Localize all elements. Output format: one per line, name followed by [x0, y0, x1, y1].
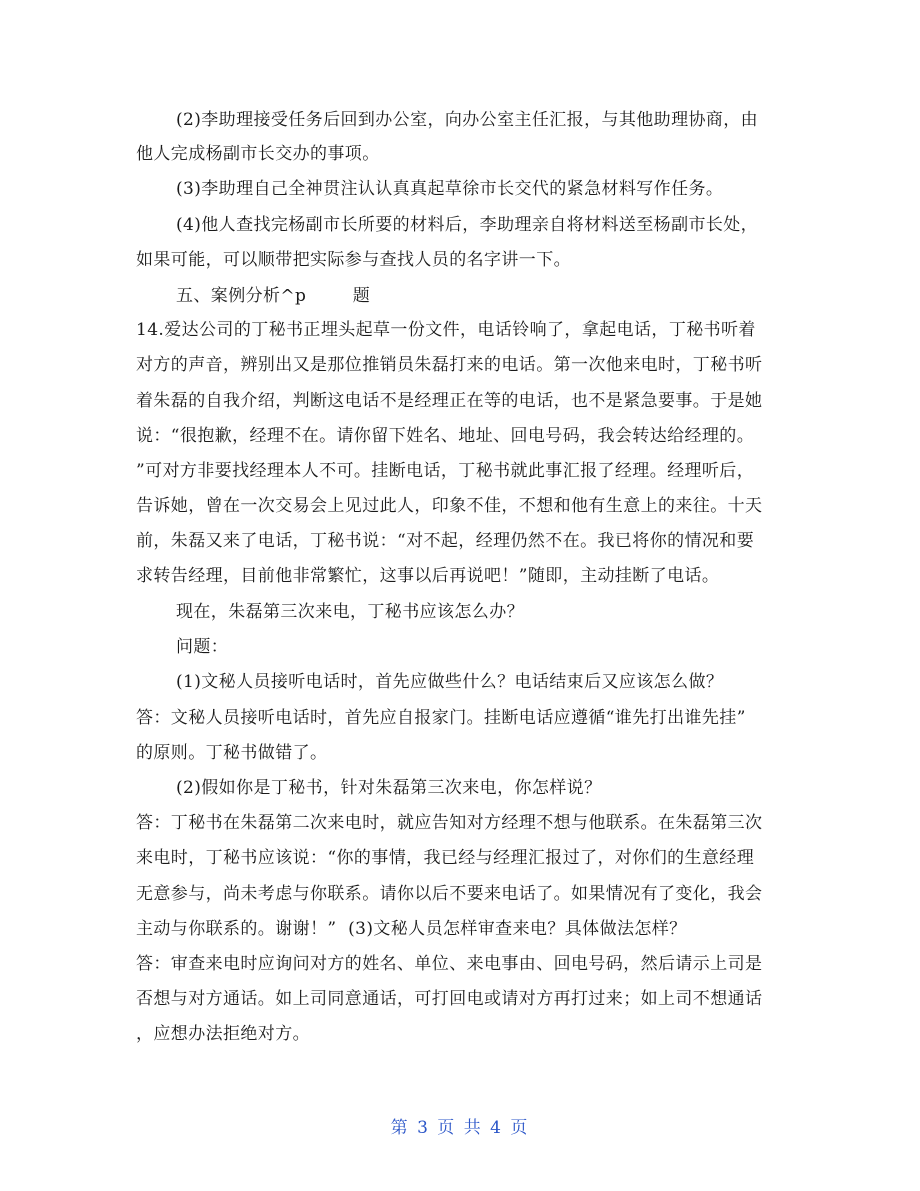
text-line-23: 无意参与，尚未考虑与你联系。请你以后不要来电话了。如果情况有了变化，我会 — [136, 884, 763, 904]
text-line-10: 说：“很抱歉，经理不在。请你留下姓名、地址、回电号码，我会转达给经理的。 — [136, 426, 755, 446]
page-number-footer: 第 3 页 共 4 页 — [390, 1118, 530, 1138]
text-line-12: 告诉她，曾在一次交易会上见过此人，印象不佳，不想和他有生意上的来往。十天 — [136, 496, 763, 516]
text-line-3: (3)李助理自己全神贯注认认真真起草徐市长交代的紧急材料写作任务。 — [176, 179, 724, 199]
text-line-14: 求转告经理，目前他非常繁忙，这事以后再说吧！”随即，主动挂断了电话。 — [136, 566, 720, 586]
text-line-2: 他人完成杨副市长交办的事项。 — [136, 144, 380, 164]
text-line-7: 14.爱达公司的丁秘书正埋头起草一份文件，电话铃响了，拿起电话，丁秘书听着 — [136, 320, 756, 340]
text-line-4: (4)他人查找完杨副市长所要的材料后，李助理亲自将材料送至杨副市长处， — [176, 215, 759, 235]
text-line-25: 答：审查来电时应询问对方的姓名、单位、来电事由、回电号码，然后请示上司是 — [136, 954, 763, 974]
section-heading: 五、案例分析^p 题 — [176, 286, 371, 306]
text-line-26: 否想与对方通话。如上司同意通话，可打回电或请对方再打过来；如上司不想通话 — [136, 989, 763, 1009]
text-line-17: (1)文秘人员接听电话时，首先应做些什么？电话结束后又应该怎么做？ — [176, 672, 724, 692]
text-line-20: (2)假如你是丁秘书，针对朱磊第三次来电，你怎样说？ — [176, 778, 602, 798]
text-line-8: 对方的声音，辨别出又是那位推销员朱磊打来的电话。第一次他来电时，丁秘书听 — [136, 355, 763, 375]
text-line-21: 答：丁秘书在朱磊第二次来电时，就应告知对方经理不想与他联系。在朱磊第三次 — [136, 813, 763, 833]
text-line-13: 前，朱磊又来了电话，丁秘书说：“对不起，经理仍然不在。我已将你的情况和要 — [136, 531, 755, 551]
text-line-24: 主动与你联系的。谢谢！” (3)文秘人员怎样审查来电？具体做法怎样？ — [136, 919, 687, 939]
text-line-9: 着朱磊的自我介绍，判断这电话不是经理正在等的电话，也不是紧急要事。于是她 — [136, 391, 763, 411]
text-line-15: 现在，朱磊第三次来电，丁秘书应该怎么办？ — [176, 602, 524, 622]
text-line-18: 答：文秘人员接听电话时，首先应自报家门。挂断电话应遵循“谁先打出谁先挂” — [136, 708, 746, 728]
text-line-19: 的原则。丁秘书做错了。 — [136, 743, 328, 763]
text-line-16: 问题： — [176, 637, 229, 657]
text-line-1: (2)李助理接受任务后回到办公室，向办公室主任汇报，与其他助理协商，由 — [176, 110, 759, 130]
text-line-27: ，应想办法拒绝对方。 — [136, 1024, 310, 1044]
text-line-5: 如果可能，可以顺带把实际参与查找人员的名字讲一下。 — [136, 250, 571, 270]
text-line-11: ”可对方非要找经理本人不可。挂断电话，丁秘书就此事汇报了经理。经理听后， — [136, 461, 755, 481]
text-line-22: 来电时，丁秘书应该说：“你的事情，我已经与经理汇报过了，对你们的生意经理 — [136, 848, 755, 868]
